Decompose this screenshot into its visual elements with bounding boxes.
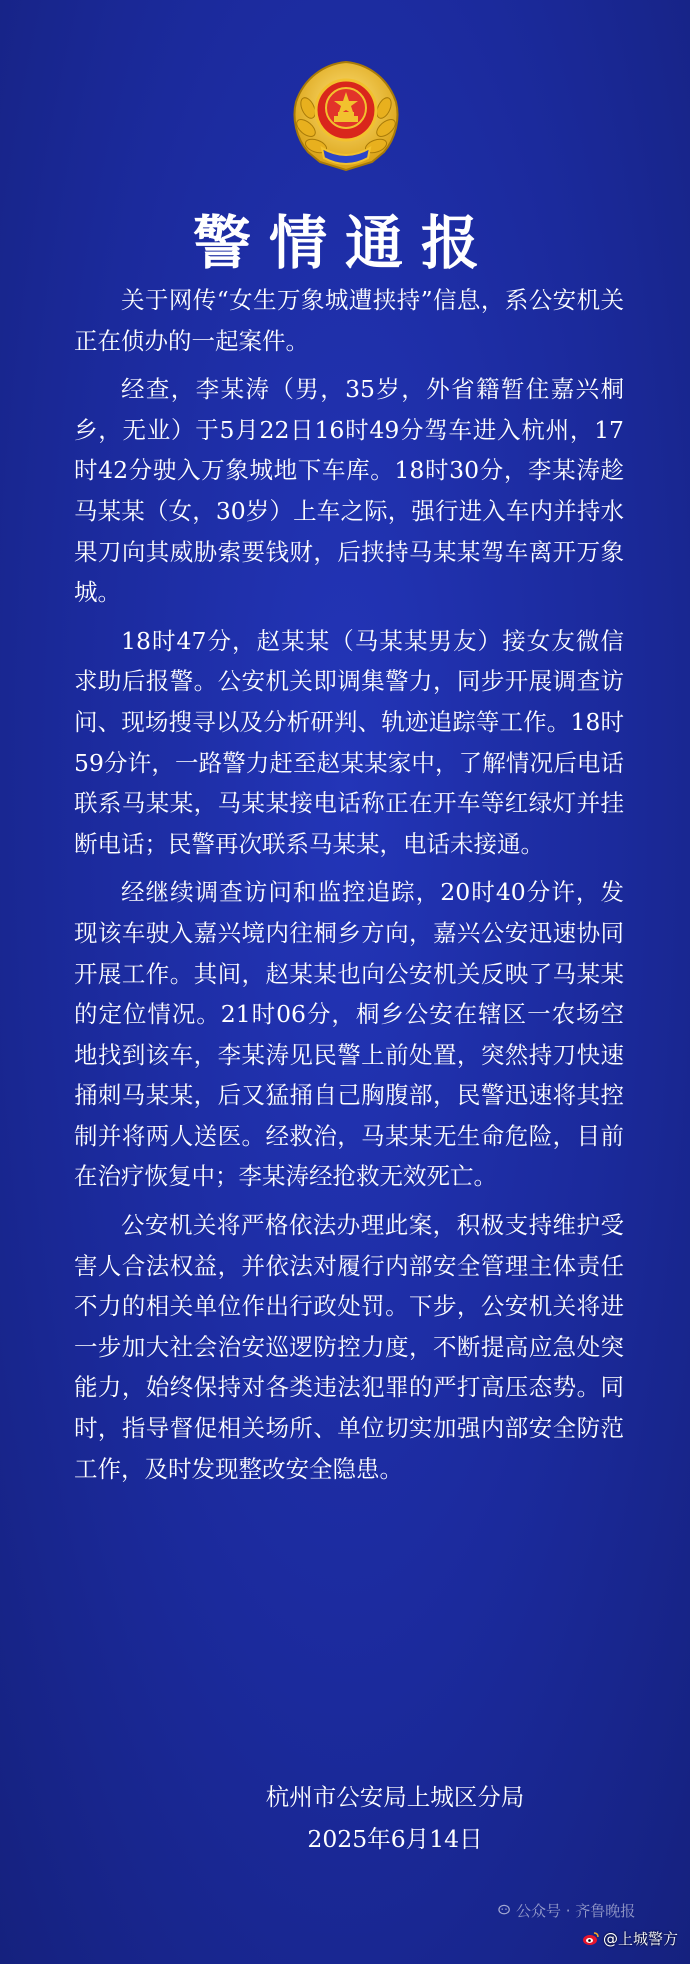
paragraph-5: 公安机关将严格依法办理此案，积极支持维护受害人合法权益，并依法对履行内部安全管理主体责任不力的相关单位作出行政处罚。下步，公安机关将进一步加大社会治安巡逻防控力度，不断提高应急处突能力，始终保持对各类违法犯罪的严打高压态势。同时，指导督促相关场所、单位切实加强内部安全防范工作，及时发现整改安全隐患。 <box>74 1211 624 1483</box>
signature-date: 2025年6月14日 <box>307 1825 483 1853</box>
notice-body <box>74 280 624 1497</box>
weibo-icon <box>582 1931 600 1946</box>
weibo-watermark <box>582 1928 678 1949</box>
signature-org: 杭州市公安局上城区分局 <box>265 1783 525 1811</box>
wechat-icon <box>498 1903 513 1918</box>
paragraph-2: 经查，李某涛（男，35岁，外省籍暂住嘉兴桐乡，无业）于5月22日16时49分驾车进入杭州，17时42分驶入万象城地下车库。18时30分，李某涛趁马某某（女，30岁）上车之际，强行进入车内并持水果刀向其威胁索要钱财，后挟持马某某驾车离开万象城。 <box>74 375 624 607</box>
weibo-watermark-text: @上城警方 <box>603 1930 679 1948</box>
police-emblem-icon <box>288 58 404 174</box>
paragraph-1: 关于网传“女生万象城遭挟持”信息，系公安机关正在侦办的一起案件。 <box>74 286 624 355</box>
paragraph-4: 经继续调查访问和监控追踪，20时40分许，发现该车驶入嘉兴境内往桐乡方向，嘉兴公安迅速协同开展工作。其间，赵某某也向公安机关反映了马某某的定位情况。21时06分，桐乡公安在辖区一农场空地找到该车，李某涛见民警上前处置，突然持刀快速捅刺马某某，后又猛捅自己胸腹部，民警迅速将其控制并将两人送医。经救治，马某某无生命危险，目前在治疗恢复中；李某涛经抢救无效死亡。 <box>74 878 624 1191</box>
wechat-watermark <box>498 1900 635 1921</box>
wechat-watermark-text: 公众号 · 齐鲁晚报 <box>516 1902 636 1920</box>
paragraph-3: 18时47分，赵某某（马某某男友）接女友微信求助后报警。公安机关即调集警力，同步开展调查访问、现场搜寻以及分析研判、轨迹追踪等工作。18时59分许，一路警力赶至赵某某家中，了解情况后电话联系马某某，马某某接电话称正在开车等红绿灯并挂断电话；民警再次联系马某某，电话未接通。 <box>74 626 624 858</box>
page-title: 警情通报 <box>192 209 497 277</box>
